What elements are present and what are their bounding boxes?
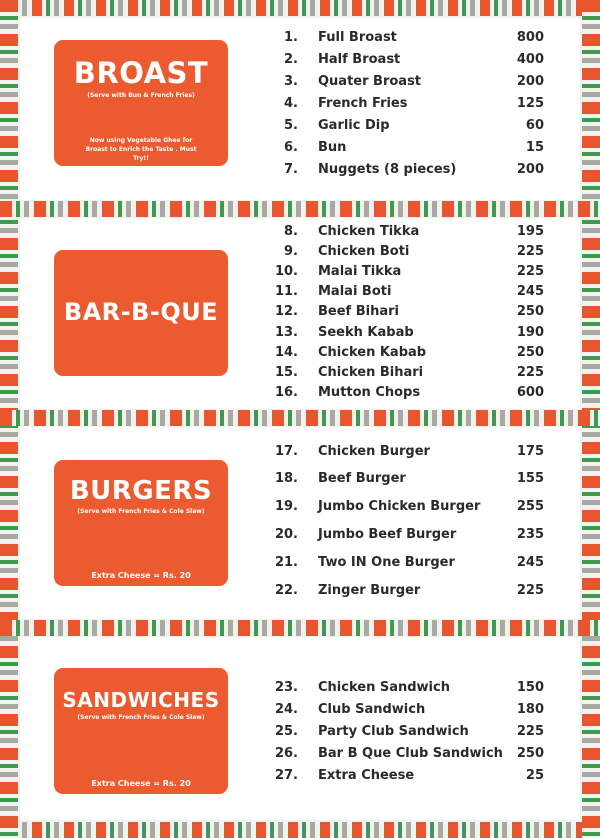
- item-number: 5.: [284, 118, 298, 133]
- menu-item: [264, 583, 544, 603]
- item-name: Chicken Tikka: [318, 224, 420, 239]
- menu-item: [264, 162, 544, 182]
- burgers-title-box: [54, 460, 228, 586]
- item-number: 16.: [274, 385, 298, 400]
- item-price: 25: [525, 768, 544, 783]
- item-price: 255: [516, 499, 544, 514]
- item-number: 24.: [274, 702, 298, 717]
- menu-item: [264, 118, 544, 138]
- section-burgers: [20, 427, 580, 619]
- item-number: 26.: [274, 746, 298, 761]
- item-number: 19.: [274, 499, 298, 514]
- item-name: Quater Broast: [318, 74, 422, 89]
- item-price: 245: [516, 284, 544, 299]
- item-price: 225: [516, 244, 544, 259]
- item-name: Half Broast: [318, 52, 401, 67]
- item-name: Beef Burger: [318, 471, 406, 486]
- menu-item: [264, 345, 544, 365]
- broast-title-box: [54, 40, 228, 166]
- item-price: 245: [516, 555, 544, 570]
- item-name: Extra Cheese: [318, 768, 415, 783]
- section-subtitle: (Serve with French Fries & Cole Slaw): [77, 714, 205, 721]
- item-number: 4.: [284, 96, 298, 111]
- item-number: 2.: [284, 52, 298, 67]
- item-price: 200: [516, 74, 544, 89]
- menu-item: [264, 325, 544, 345]
- item-number: 17.: [274, 444, 298, 459]
- item-price: 15: [525, 140, 544, 155]
- section-divider: [0, 410, 600, 426]
- item-number: 18.: [274, 471, 298, 486]
- menu-item: [264, 264, 544, 284]
- item-price: 125: [516, 96, 544, 111]
- item-number: 20.: [274, 527, 298, 542]
- item-number: 13.: [274, 325, 298, 340]
- item-price: 225: [516, 583, 544, 598]
- menu-item: [264, 74, 544, 94]
- item-price: 60: [525, 118, 544, 133]
- item-number: 6.: [284, 140, 298, 155]
- item-name: Garlic Dip: [318, 118, 390, 133]
- item-name: Chicken Burger: [318, 444, 430, 459]
- menu-item: [264, 768, 544, 788]
- menu-item: [264, 746, 544, 766]
- menu-item: [264, 140, 544, 160]
- item-name: Nuggets (8 pieces): [318, 162, 457, 177]
- section-title: BURGERS: [69, 476, 213, 506]
- item-name: Jumbo Beef Burger: [318, 527, 457, 542]
- item-name: Chicken Boti: [318, 244, 410, 259]
- item-number: 14.: [274, 345, 298, 360]
- item-name: Jumbo Chicken Burger: [318, 499, 481, 514]
- section-subtitle: (Serve with French Fries & Cole Slaw): [77, 508, 205, 515]
- item-name: Bun: [318, 140, 347, 155]
- item-name: Full Broast: [318, 30, 397, 45]
- item-number: 21.: [274, 555, 298, 570]
- section-title: BAR-B-QUE: [63, 298, 219, 326]
- border-stripes-bottom: [0, 822, 600, 838]
- item-price: 175: [516, 444, 544, 459]
- menu-item: [264, 680, 544, 700]
- menu-item: [264, 527, 544, 547]
- menu-item: [264, 499, 544, 519]
- item-price: 150: [516, 680, 544, 695]
- menu-item: [264, 471, 544, 491]
- item-number: 3.: [284, 74, 298, 89]
- item-number: 15.: [274, 365, 298, 380]
- item-name: Beef Bihari: [318, 304, 399, 319]
- item-name: Chicken Sandwich: [318, 680, 450, 695]
- menu-item: [264, 224, 544, 244]
- item-name: Chicken Bihari: [318, 365, 424, 380]
- item-number: 10.: [274, 264, 298, 279]
- item-price: 600: [516, 385, 544, 400]
- item-number: 1.: [284, 30, 298, 45]
- item-price: 200: [516, 162, 544, 177]
- item-price: 180: [516, 702, 544, 717]
- border-stripes-top: [0, 0, 600, 16]
- item-number: 12.: [274, 304, 298, 319]
- item-price: 225: [516, 724, 544, 739]
- sandwiches-title-box: [54, 668, 228, 794]
- item-name: Seekh Kabab: [318, 325, 414, 340]
- barbque-title-box: [54, 250, 228, 376]
- item-name: Club Sandwich: [318, 702, 426, 717]
- menu-item: [264, 96, 544, 116]
- item-name: Malai Boti: [318, 284, 392, 299]
- item-number: 9.: [284, 244, 298, 259]
- item-price: 195: [516, 224, 544, 239]
- menu-item: [264, 52, 544, 72]
- item-name: Chicken Kabab: [318, 345, 427, 360]
- item-price: 225: [516, 365, 544, 380]
- menu-item: [264, 30, 544, 50]
- item-number: 22.: [274, 583, 298, 598]
- section-sandwiches: [20, 637, 580, 820]
- section-divider: [0, 201, 600, 217]
- item-name: Mutton Chops: [318, 385, 421, 400]
- item-number: 7.: [284, 162, 298, 177]
- item-number: 27.: [274, 768, 298, 783]
- menu-item: [264, 304, 544, 324]
- menu-item: [264, 244, 544, 264]
- item-price: 235: [516, 527, 544, 542]
- item-name: Party Club Sandwich: [318, 724, 469, 739]
- item-name: Zinger Burger: [318, 583, 421, 598]
- item-price: 250: [516, 304, 544, 319]
- menu-item: [264, 555, 544, 575]
- item-price: 190: [516, 325, 544, 340]
- menu-item: [264, 365, 544, 385]
- section-title: BROAST: [73, 56, 209, 90]
- item-number: 8.: [284, 224, 298, 239]
- item-price: 400: [516, 52, 544, 67]
- extra-cheese-note: Extra Cheese = Rs. 20: [91, 779, 191, 788]
- section-broast: [20, 18, 580, 200]
- menu-item: [264, 284, 544, 304]
- menu-item: [264, 385, 544, 405]
- item-price: 250: [516, 746, 544, 761]
- section-note: Now using Vegetable Ghee for Broast to Enrich the Taste . Must Try!!: [85, 137, 197, 162]
- item-number: 11.: [274, 284, 298, 299]
- item-price: 250: [516, 345, 544, 360]
- item-name: Malai Tikka: [318, 264, 402, 279]
- item-price: 155: [516, 471, 544, 486]
- menu-item: [264, 702, 544, 722]
- item-price: 800: [516, 30, 544, 45]
- section-title: SANDWICHES: [62, 688, 220, 712]
- section-subtitle: (Serve with Bun & French Fries): [87, 92, 195, 99]
- section-divider: [0, 620, 600, 636]
- item-name: Bar B Que Club Sandwich: [318, 746, 503, 761]
- item-number: 25.: [274, 724, 298, 739]
- item-price: 225: [516, 264, 544, 279]
- section-barbque: [20, 218, 580, 409]
- item-number: 23.: [274, 680, 298, 695]
- menu-item: [264, 724, 544, 744]
- item-name: Two IN One Burger: [318, 555, 455, 570]
- item-name: French Fries: [318, 96, 408, 111]
- menu-item: [264, 444, 544, 464]
- extra-cheese-note: Extra Cheese = Rs. 20: [91, 571, 191, 580]
